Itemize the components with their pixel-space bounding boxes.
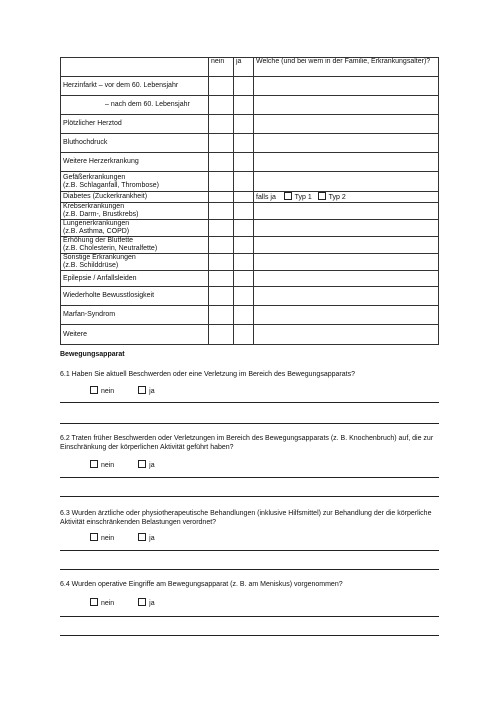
ja-cell[interactable] <box>234 96 254 115</box>
nein-cell[interactable] <box>209 96 234 115</box>
row-label: Weitere Herzerkrankung <box>61 153 209 172</box>
diabetes-type-cell <box>254 192 439 203</box>
welche-cell[interactable] <box>254 203 439 220</box>
question-text: 6.4 Wurden operative Eingriffe am Bewegungsapparat (z. B. am Meniskus) vorgenommen? <box>60 581 343 588</box>
nein-label: nein <box>100 462 115 469</box>
ja-cell[interactable] <box>234 237 254 254</box>
table-row <box>61 325 439 345</box>
welche-cell[interactable] <box>254 237 439 254</box>
table-row <box>61 115 439 134</box>
ja-checkbox[interactable] <box>138 598 146 606</box>
header-nein: nein <box>209 58 234 77</box>
nein-label: nein <box>100 535 115 542</box>
welche-cell[interactable] <box>254 115 439 134</box>
ja-cell[interactable] <box>234 153 254 172</box>
welche-cell[interactable] <box>254 325 439 345</box>
ja-cell[interactable] <box>234 271 254 287</box>
answer-line <box>60 402 439 403</box>
question-text: 6.1 Haben Sie aktuell Beschwerden oder eine Verletzung im Bereich des Bewegungsapparats? <box>60 371 355 378</box>
row-label: – nach dem 60. Lebensjahr <box>105 101 190 108</box>
answer-line <box>60 569 439 570</box>
nein-label: nein <box>100 388 115 395</box>
table-row <box>61 77 439 96</box>
welche-cell[interactable] <box>254 96 439 115</box>
nein-checkbox[interactable] <box>90 598 98 606</box>
welche-cell[interactable] <box>254 77 439 96</box>
row-label: Gefäßerkrankungen (z.B. Schlaganfall, Thrombose) <box>61 172 209 192</box>
nein-cell[interactable] <box>209 254 234 271</box>
answer-line <box>60 496 439 497</box>
ja-cell[interactable] <box>234 287 254 306</box>
table-row <box>61 254 439 271</box>
nein-checkbox[interactable] <box>90 460 98 468</box>
row-label: Plötzlicher Herztod <box>61 115 209 134</box>
nein-label: nein <box>100 600 115 607</box>
ja-cell[interactable] <box>234 192 254 203</box>
row-label: Bluthochdruck <box>61 134 209 153</box>
ja-cell[interactable] <box>234 325 254 345</box>
ja-cell[interactable] <box>234 115 254 134</box>
falls-ja-label: falls ja <box>256 194 276 201</box>
table-row <box>61 153 439 172</box>
ja-cell[interactable] <box>234 306 254 325</box>
answer-options <box>90 533 155 543</box>
typ2-label: Typ 2 <box>328 194 346 201</box>
table-row <box>61 306 439 325</box>
row-label: Sonstige Erkrankungen (z.B. Schilddrüse) <box>61 254 209 271</box>
table-row <box>61 287 439 306</box>
nein-checkbox[interactable] <box>90 533 98 541</box>
row-label: Erhöhung der Blutfette (z.B. Cholesterin, Neutralfette) <box>61 237 209 254</box>
table-row <box>61 172 439 192</box>
welche-cell[interactable] <box>254 271 439 287</box>
nein-checkbox[interactable] <box>90 386 98 394</box>
nein-cell[interactable] <box>209 203 234 220</box>
typ1-checkbox[interactable] <box>284 192 292 200</box>
answer-line <box>60 477 439 478</box>
row-label: Wiederholte Bewusstlosigkeit <box>61 287 209 306</box>
ja-cell[interactable] <box>234 77 254 96</box>
ja-label: ja <box>149 600 155 607</box>
nein-cell[interactable] <box>209 192 234 203</box>
table-row <box>61 237 439 254</box>
question-text: 6.2 Traten früher Beschwerden oder Verletzungen im Bereich des Bewegungsapparats (z. B. Knochenbruch) auf, die zur Einschränkung der körperlichen Aktivität geführt haben? <box>60 435 434 451</box>
welche-cell[interactable] <box>254 306 439 325</box>
welche-cell[interactable] <box>254 220 439 237</box>
ja-checkbox[interactable] <box>138 533 146 541</box>
row-label: Epilepsie / Anfallsleiden <box>61 271 209 287</box>
row-label: Lungenerkrankungen (z.B. Asthma, COPD) <box>61 220 209 237</box>
nein-cell[interactable] <box>209 287 234 306</box>
typ1-label: Typ 1 <box>294 194 312 201</box>
welche-cell[interactable] <box>254 153 439 172</box>
welche-cell[interactable] <box>254 172 439 192</box>
answer-line <box>60 635 439 636</box>
nein-cell[interactable] <box>209 220 234 237</box>
nein-cell[interactable] <box>209 77 234 96</box>
header-welche: Welche (und bei wem in der Familie, Erkrankungsalter)? <box>254 58 439 77</box>
ja-checkbox[interactable] <box>138 460 146 468</box>
nein-cell[interactable] <box>209 237 234 254</box>
nein-cell[interactable] <box>209 325 234 345</box>
welche-cell[interactable] <box>254 134 439 153</box>
nein-cell[interactable] <box>209 153 234 172</box>
table-row <box>61 134 439 153</box>
row-label: Weitere <box>61 325 209 345</box>
table-row <box>61 271 439 287</box>
row-label-cell <box>61 96 209 115</box>
answer-options <box>90 598 155 608</box>
answer-options <box>90 386 155 396</box>
ja-label: ja <box>149 388 155 395</box>
answer-line <box>60 616 439 617</box>
table-header-row <box>61 58 439 77</box>
table-row <box>61 220 439 237</box>
row-label: Diabetes (Zuckerkrankheit) <box>61 192 209 203</box>
welche-cell[interactable] <box>254 254 439 271</box>
ja-label: ja <box>149 535 155 542</box>
family-history-table <box>60 57 439 345</box>
row-label: Krebserkrankungen (z.B. Darm-, Brustkrebs) <box>61 203 209 220</box>
ja-checkbox[interactable] <box>138 386 146 394</box>
row-label: Marfan-Syndrom <box>61 306 209 325</box>
nein-cell[interactable] <box>209 172 234 192</box>
table-row <box>61 96 439 115</box>
table-row <box>61 192 439 203</box>
ja-cell[interactable] <box>234 220 254 237</box>
answer-options <box>90 460 155 470</box>
ja-cell[interactable] <box>234 203 254 220</box>
nein-cell[interactable] <box>209 306 234 325</box>
header-ja: ja <box>234 58 254 77</box>
ja-cell[interactable] <box>234 254 254 271</box>
answer-line <box>60 550 439 551</box>
ja-label: ja <box>149 462 155 469</box>
table-row <box>61 203 439 220</box>
nein-cell[interactable] <box>209 271 234 287</box>
welche-cell[interactable] <box>254 287 439 306</box>
question-text: 6.3 Wurden ärztliche oder physiotherapeutische Behandlungen (inklusive Hilfsmittel) zur Behandlung der die körperliche Aktivität einschränkenden Belastungen verordnet? <box>60 510 432 526</box>
typ2-checkbox[interactable] <box>318 192 326 200</box>
header-empty-cell <box>61 58 209 77</box>
answer-line <box>60 423 439 424</box>
ja-cell[interactable] <box>234 172 254 192</box>
nein-cell[interactable] <box>209 115 234 134</box>
nein-cell[interactable] <box>209 134 234 153</box>
section-title: Bewegungsapparat <box>60 351 125 358</box>
row-label: Herzinfarkt – vor dem 60. Lebensjahr <box>61 77 209 96</box>
ja-cell[interactable] <box>234 134 254 153</box>
